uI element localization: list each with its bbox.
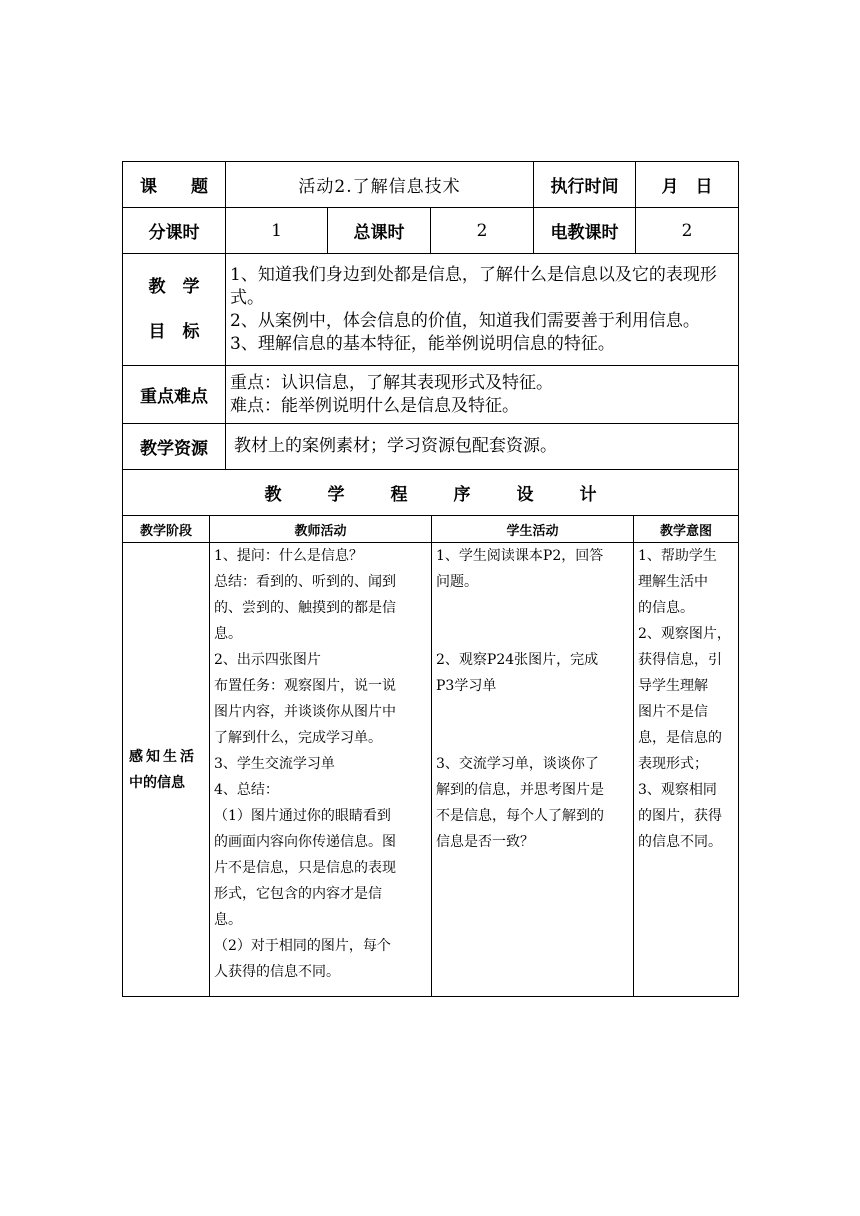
teacher-activity-cell	[210, 543, 432, 997]
student-activity-lines	[432, 543, 633, 855]
student-line: 问题。	[436, 574, 478, 590]
teacher-line: 总结：看到的、听到的、闻到	[214, 574, 396, 590]
intent-line: 的图片，获得	[638, 808, 722, 824]
intent-line: 图片不是信	[638, 704, 708, 720]
topic-value: 活动2.了解信息技术	[226, 162, 534, 208]
objectives-label-line2: 目 标	[148, 321, 200, 342]
total-hours-label: 总课时	[328, 208, 431, 254]
teacher-line: 息。	[214, 626, 242, 642]
student-line: 解到的信息，并思考图片是	[436, 782, 604, 798]
student-line: 信息是否一致？	[436, 834, 534, 850]
student-activity-cell	[432, 543, 634, 997]
program-design-banner: 教学程序设计	[123, 470, 739, 516]
topic-label: 课 题	[123, 162, 226, 208]
key-point-item: 难点：能举例说明什么是信息及特征。	[230, 395, 519, 416]
teaching-process-table	[122, 515, 739, 997]
teacher-activity-lines	[210, 543, 431, 985]
teacher-line: 人获得的信息不同。	[214, 964, 340, 980]
teacher-line: （1）图片通过你的眼睛看到	[214, 808, 391, 824]
av-hours-label: 电教课时	[534, 208, 636, 254]
objectives-label	[123, 254, 226, 366]
intent-line: 1、帮助学生	[638, 548, 717, 564]
key-points-content	[226, 366, 739, 424]
col-header-stage: 教学阶段	[123, 516, 210, 543]
lesson-info-table	[122, 161, 739, 516]
teacher-line: 4、总结：	[214, 782, 279, 798]
intent-line: 3、观察相同	[638, 782, 717, 798]
intent-line: 导学生理解	[638, 678, 708, 694]
resources-content	[226, 424, 739, 470]
teacher-line: 3、学生交流学习单	[214, 756, 335, 772]
resources-label: 教学资源	[123, 424, 226, 470]
objective-item: 2、从案例中，体会信息的价值，知道我们需要善于利用信息。	[230, 310, 700, 331]
key-points-label: 重点难点	[123, 366, 226, 424]
intent-line: 的信息。	[638, 600, 694, 616]
resources-text: 教材上的案例素材；学习资源包配套资源。	[234, 436, 557, 456]
teacher-line: 的画面内容向你传递信息。图	[214, 834, 396, 850]
intent-line: 2、观察图片，	[638, 626, 731, 642]
av-hours-value: 2	[636, 208, 739, 254]
exec-time-label: 执行时间	[534, 162, 636, 208]
sub-hours-value: 1	[226, 208, 328, 254]
teacher-line: 图片内容，并谈谈你从图片中	[214, 704, 396, 720]
objective-item: 1、知道我们身边到处都是信息，了解什么是信息以及它的表现形	[230, 264, 717, 285]
total-hours-value: 2	[431, 208, 534, 254]
objective-item: 3、理解信息的基本特征，能举例说明信息的特征。	[230, 333, 615, 354]
sub-hours-label: 分课时	[123, 208, 226, 254]
stage-cell	[123, 543, 210, 997]
objective-item: 式。	[230, 287, 264, 308]
teacher-line: （2）对于相同的图片，每个	[214, 938, 391, 954]
col-header-student: 学生活动	[432, 516, 634, 543]
teacher-line: 的、尝到的、触摸到的都是信	[214, 600, 396, 616]
col-header-teacher: 教师活动	[210, 516, 432, 543]
objectives-content	[226, 254, 739, 366]
intent-line: 息，是信息的	[638, 730, 722, 746]
student-line: 3、交流学习单，谈谈你了	[436, 756, 599, 772]
teacher-line: 息。	[214, 912, 242, 928]
teacher-line: 了解到什么，完成学习单。	[214, 730, 382, 746]
teaching-intent-lines	[634, 543, 738, 855]
objectives-label-line1: 教 学	[148, 276, 200, 297]
key-point-item: 重点：认识信息，了解其表现形式及特征。	[230, 372, 553, 393]
student-line: 2、观察P24张图片，完成	[436, 652, 599, 668]
exec-time-value: 月 日	[636, 162, 739, 208]
teacher-line: 布置任务：观察图片，说一说	[214, 678, 396, 694]
teacher-line: 片不是信息，只是信息的表现	[214, 860, 396, 876]
teacher-line: 1、提问：什么是信息？	[214, 548, 363, 564]
stage-line: 感知生活	[129, 748, 197, 765]
teacher-line: 形式，它包含的内容才是信	[214, 886, 382, 902]
stage-line: 中的信息	[129, 774, 185, 791]
student-line: P3学习单	[436, 678, 497, 694]
intent-line: 理解生活中	[638, 574, 708, 590]
intent-line: 获得信息，引	[638, 652, 722, 668]
teacher-line: 2、出示四张图片	[214, 652, 321, 668]
teaching-intent-cell	[634, 543, 739, 997]
intent-line: 的信息不同。	[638, 834, 722, 850]
col-header-intent: 教学意图	[634, 516, 739, 543]
student-line: 1、学生阅读课本P2，回答	[436, 548, 604, 564]
intent-line: 表现形式；	[638, 756, 708, 772]
student-line: 不是信息，每个人了解到的	[436, 808, 604, 824]
